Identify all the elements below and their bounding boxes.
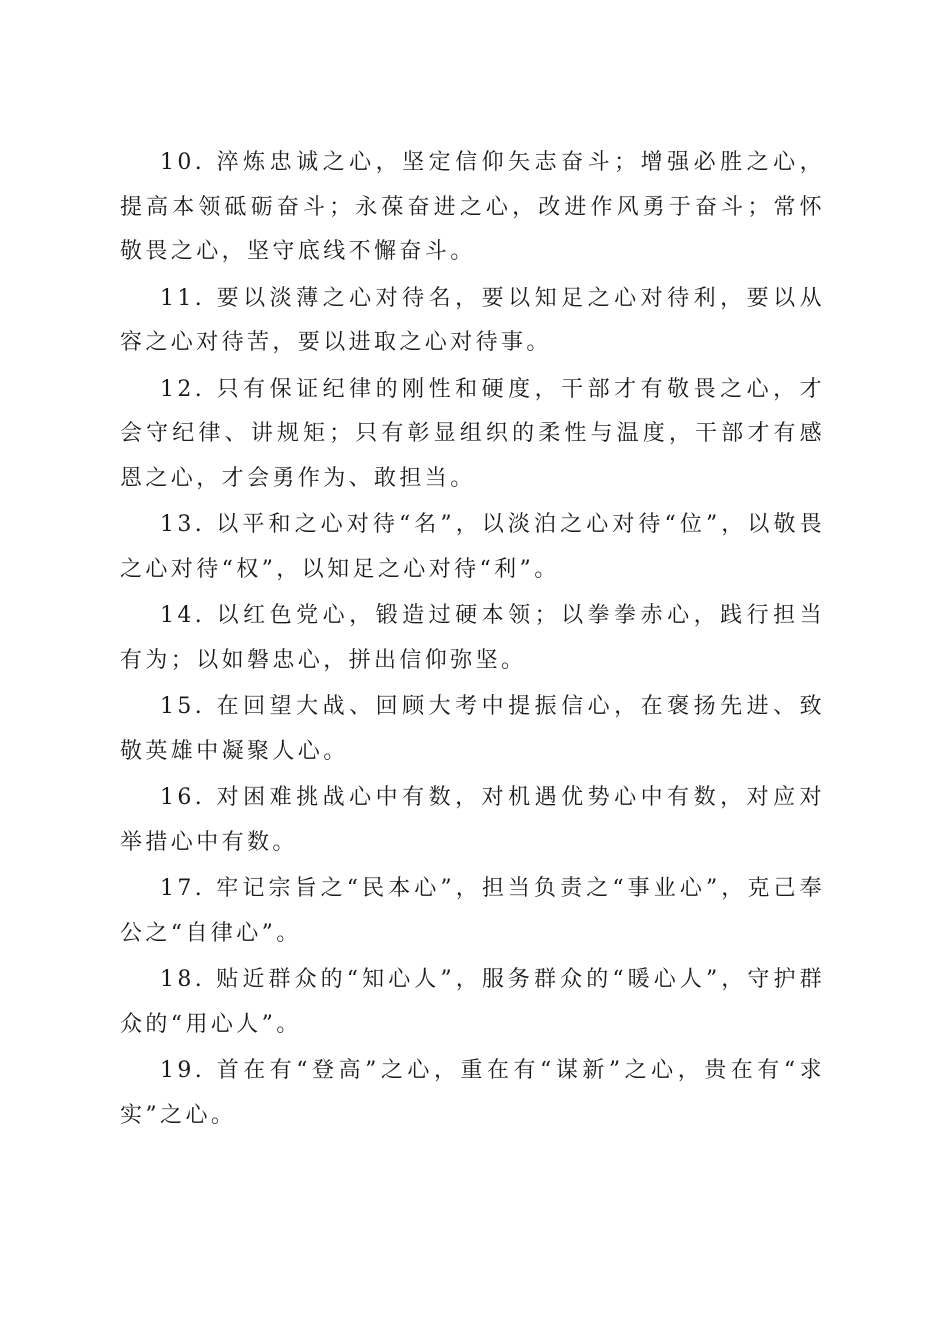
paragraph-12: 12. 只有保证纪律的刚性和硬度，干部才有敬畏之心，才会守纪律、讲规矩；只有彰显组织的柔性与温度，干部才有感恩之心，才会勇作为、敢担当。 [120,376,825,491]
paragraph-18: 18. 贴近群众的“知心人”，服务群众的“暖心人”，守护群众的“用心人”。 [120,967,825,1037]
paragraph-10: 10. 淬炼忠诚之心，坚定信仰矢志奋斗；增强必胜之心，提高本领砥砺奋斗；永葆奋进之心，改进作风勇于奋斗；常怀敬畏之心，坚守底线不懈奋斗。 [120,150,825,264]
paragraph-14: 14. 以红色党心，锻造过硬本领；以拳拳赤心，践行担当有为；以如磐忠心，拼出信仰弥坚。 [120,603,825,673]
paragraph-17: 17. 牢记宗旨之“民本心”，担当负责之“事业心”，克己奉公之“自律心”。 [120,876,825,946]
paragraph-11: 11. 要以淡薄之心对待名，要以知足之心对待利，要以从容之心对待苦，要以进取之心对待事。 [120,285,825,355]
paragraph-13: 13. 以平和之心对待“名”，以淡泊之心对待“位”，以敬畏之心对待“权”，以知足之心对待“利”。 [120,512,825,582]
paragraph-15: 15. 在回望大战、回顾大考中提振信心，在褒扬先进、致敬英雄中凝聚人心。 [120,694,825,764]
paragraph-19: 19. 首在有“登高”之心，重在有“谋新”之心，贵在有“求实”之心。 [120,1058,825,1128]
document-body [120,141,825,1140]
paragraph-16: 16. 对困难挑战心中有数，对机遇优势心中有数，对应对举措心中有数。 [120,785,825,855]
